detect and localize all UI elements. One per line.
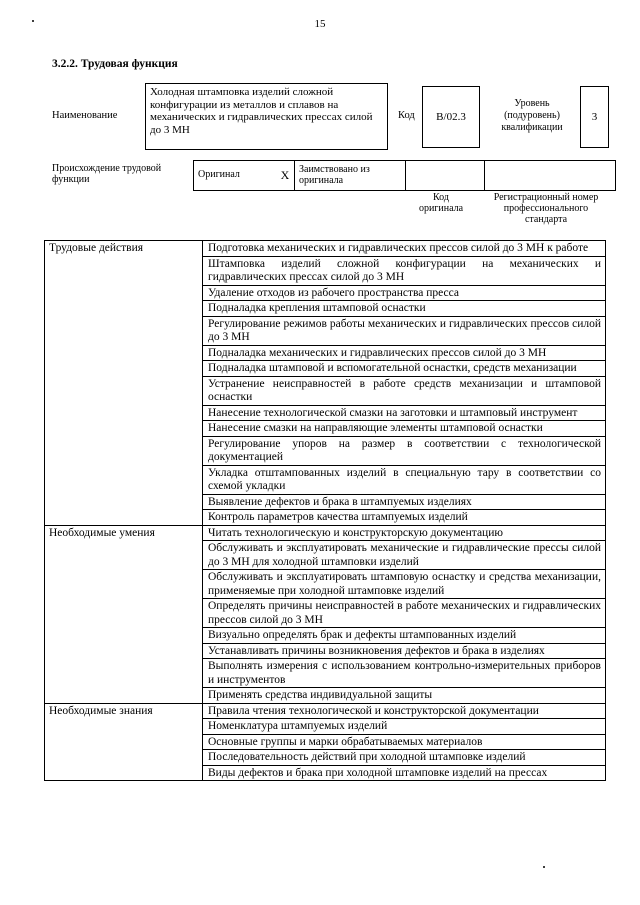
labor-function-table [44, 240, 606, 781]
original-mark: X [276, 161, 295, 191]
section-title: 3.2.2. Трудовая функция [52, 58, 178, 70]
category-label: Трудовые действия [45, 241, 203, 526]
requirement-item: Нанесение смазки на направляющие элементы штамповой оснастки [203, 421, 606, 437]
requirement-item: Определять причины неисправностей в работе механических и гидравлических прессов силой до 3 МН [203, 599, 606, 628]
requirement-item: Виды дефектов и брака при холодной штамповке изделий на прессах [203, 765, 606, 781]
requirement-item: Обслуживать и эксплуатировать штамповую оснастку и средства механизации, применяемые при холодной штамповке изделий [203, 570, 606, 599]
reg-number-label: Регистрационный номер профессионального стандарта [493, 192, 599, 225]
requirement-item: Подналадка штамповой и вспомогательной оснастки, средств механизации [203, 361, 606, 377]
requirement-item: Контроль параметров качества штампуемых изделий [203, 510, 606, 526]
page-number: 15 [314, 18, 326, 30]
reg-number-cell [485, 161, 616, 191]
requirement-item: Последовательность действий при холодной штамповке изделий [203, 750, 606, 766]
borrowed-label: Заимствовано из оригинала [295, 161, 406, 191]
requirement-item: Штамповка изделий сложной конфигурации на механических и гидравлических прессах силой до 3 МН [203, 256, 606, 285]
requirement-item: Правила чтения технологической и конструкторской документации [203, 703, 606, 719]
requirement-item: Визуально определять брак и дефекты штампованных изделий [203, 628, 606, 644]
table-row [45, 703, 606, 719]
requirement-item: Устанавливать причины возникновения дефектов и брака в изделиях [203, 643, 606, 659]
requirement-item: Устранение неисправностей в работе средств механизации и штамповой оснастки [203, 376, 606, 405]
category-label: Необходимые умения [45, 525, 203, 703]
function-code: B/02.3 [422, 86, 480, 148]
table-row [45, 241, 606, 257]
requirement-item: Подготовка механических и гидравлических прессов силой до 3 МН к работе [203, 241, 606, 257]
requirement-item: Выполнять измерения с использованием контрольно-измерительных приборов и инструментов [203, 659, 606, 688]
code-label: Код [398, 110, 415, 121]
table-row [45, 525, 606, 541]
category-label: Необходимые знания [45, 703, 203, 781]
requirement-item: Обслуживать и эксплуатировать механические и гидравлические прессы силой до 3 МН для холодной штамповки изделий [203, 541, 606, 570]
requirement-item: Регулирование упоров на размер в соответствии с технологической документацией [203, 436, 606, 465]
requirement-item: Подналадка крепления штамповой оснастки [203, 301, 606, 317]
requirement-item: Регулирование режимов работы механических и гидравлических прессов силой до 3 МН [203, 316, 606, 345]
qualification-level-value: 3 [580, 86, 609, 148]
qualification-level-label: Уровень (подуровень) квалификации [501, 98, 563, 133]
original-label: Оригинал [194, 161, 277, 191]
requirement-item: Номенклатура штампуемых изделий [203, 719, 606, 735]
name-label: Наименование [52, 110, 118, 121]
requirement-item: Удаление отходов из рабочего пространства пресса [203, 285, 606, 301]
scan-speck [543, 866, 545, 868]
code-original-label: Код оригинала [418, 192, 464, 214]
requirement-item: Укладка отштампованных изделий в специальную тару в соответствии со схемой укладки [203, 465, 606, 494]
requirement-item: Основные группы и марки обрабатываемых материалов [203, 734, 606, 750]
requirement-item: Выявление дефектов и брака в штампуемых изделиях [203, 494, 606, 510]
origin-label: Происхождение трудовой функции [52, 163, 162, 185]
function-name: Холодная штамповка изделий сложной конфигурации из металлов и сплавов на механических и гидравлических прессах силой до 3 МН [145, 83, 388, 150]
requirement-item: Читать технологическую и конструкторскую документацию [203, 525, 606, 541]
code-original-cell [406, 161, 485, 191]
requirement-item: Применять средства индивидуальной защиты [203, 688, 606, 704]
requirement-item: Нанесение технологической смазки на заготовки и штамповый инструмент [203, 405, 606, 421]
origin-table [193, 160, 616, 191]
requirement-item: Подналадка механических и гидравлических прессов силой до 3 МН [203, 345, 606, 361]
